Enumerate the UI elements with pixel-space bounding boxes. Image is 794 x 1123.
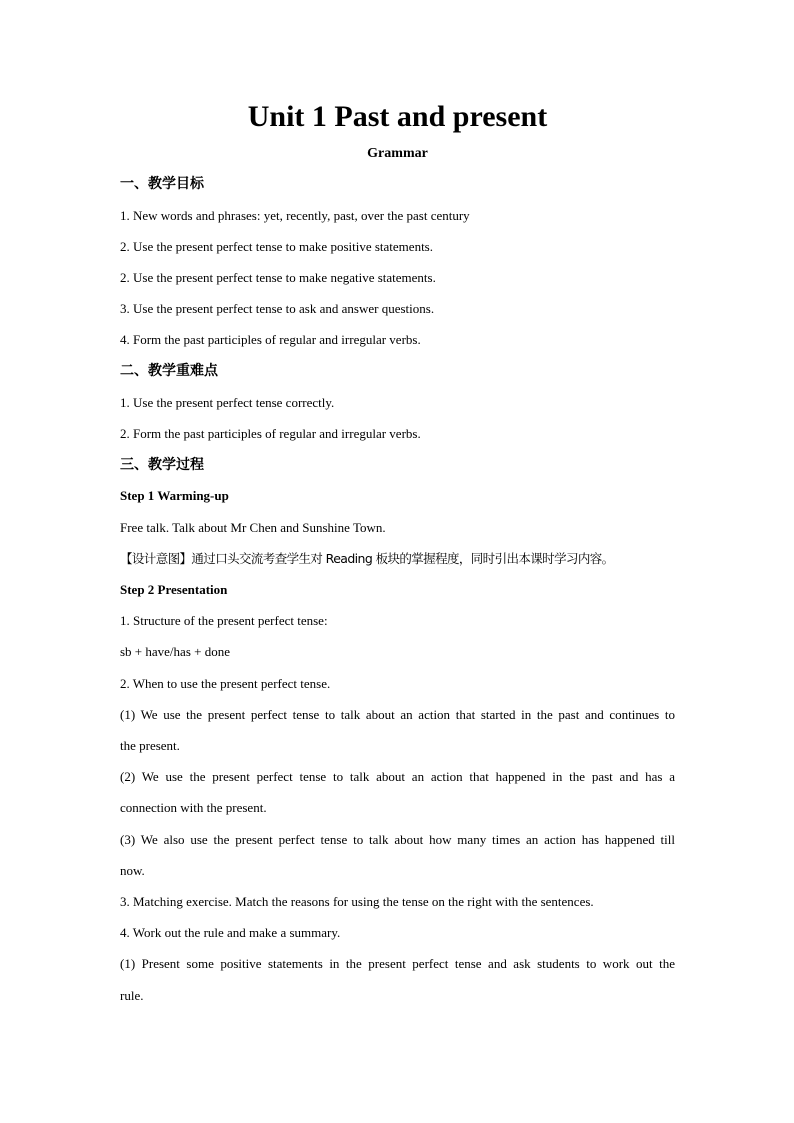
section-heading-key-points: 二、教学重难点: [120, 363, 218, 379]
objective-item: 4. Form the past participles of regular and irregular verbs.: [120, 332, 421, 347]
matching-exercise: 3. Matching exercise. Match the reasons for using the tense on the right with the sentences.: [120, 894, 594, 909]
step-1-title: Step 1 Warming-up: [120, 488, 229, 503]
section-heading-objectives: 一、教学目标: [120, 176, 204, 192]
step-1-design-intent: 【设计意图】通过口头交流考查学生对 Reading 板块的掌握程度，同时引出本课时学习内容。: [120, 551, 614, 566]
key-point-item: 2. Form the past participles of regular and irregular verbs.: [120, 426, 421, 441]
present-statements-line: (1) Present some positive statements in the present perfect tense and ask students to work out the: [120, 956, 675, 971]
usage-item-line: (3) We also use the present perfect tense to talk about how many times an action has happened till: [120, 832, 675, 847]
usage-item-line: (1) We use the present perfect tense to talk about an action that started in the past and continues to: [120, 707, 675, 722]
work-out-rule: 4. Work out the rule and make a summary.: [120, 925, 341, 940]
usage-item-line: the present.: [120, 738, 180, 753]
present-statements-line: rule.: [120, 988, 144, 1003]
key-point-item: 1. Use the present perfect tense correctly.: [120, 395, 335, 410]
usage-item-line: connection with the present.: [120, 800, 267, 815]
section-heading-process: 三、教学过程: [120, 457, 204, 473]
structure-formula: sb + have/has + done: [120, 644, 230, 659]
document-subtitle: Grammar: [367, 146, 428, 161]
objective-item: 3. Use the present perfect tense to ask and answer questions.: [120, 301, 435, 316]
objective-item: 2. Use the present perfect tense to make negative statements.: [120, 270, 436, 285]
objective-item: 2. Use the present perfect tense to make positive statements.: [120, 239, 433, 254]
usage-item-line: now.: [120, 863, 145, 878]
structure-heading: 1. Structure of the present perfect tense:: [120, 613, 328, 628]
usage-item-line: (2) We use the present perfect tense to talk about an action that happened in the past and has a: [120, 769, 675, 784]
document-title: Unit 1 Past and present: [247, 100, 548, 133]
step-2-title: Step 2 Presentation: [120, 582, 228, 597]
objective-item: 1. New words and phrases: yet, recently, past, over the past century: [120, 208, 470, 223]
step-1-text: Free talk. Talk about Mr Chen and Sunshine Town.: [120, 520, 386, 535]
usage-heading: 2. When to use the present perfect tense.: [120, 676, 331, 691]
